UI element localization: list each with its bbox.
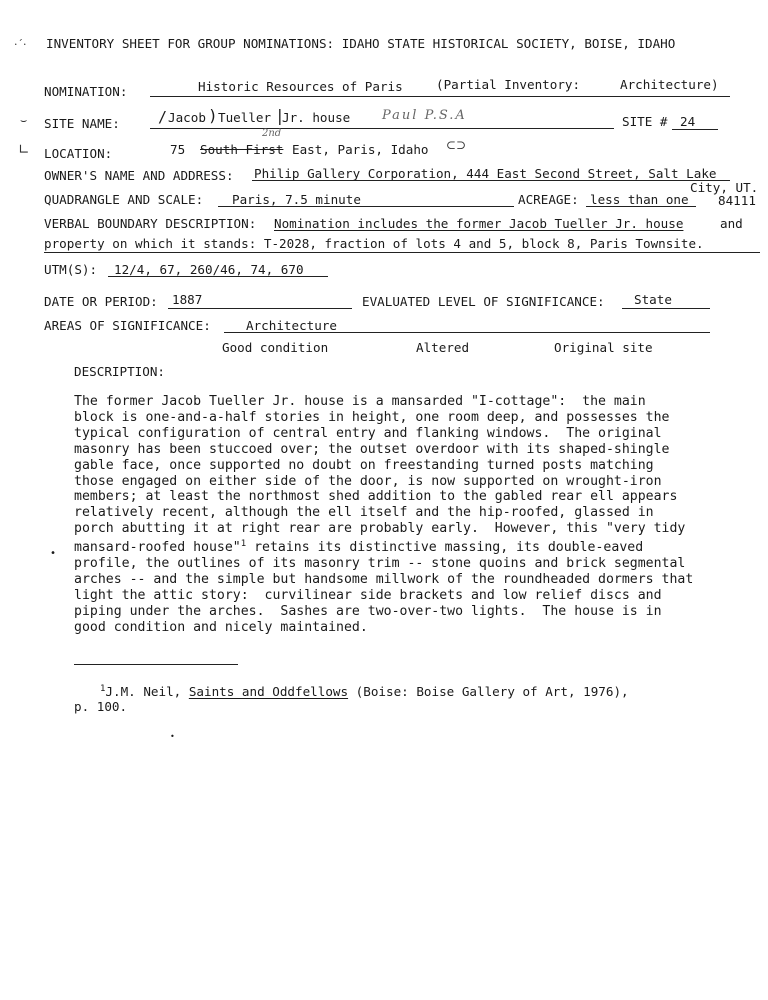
sheet-title: INVENTORY SHEET FOR GROUP NOMINATIONS: IDAHO STATE HISTORICAL SOCIETY, BOISE, IDAHO — [46, 36, 676, 51]
location-handwritten: 2nd — [262, 128, 282, 139]
handwritten-annotation: Paul P.S.A — [382, 108, 467, 123]
footnote-divider — [74, 664, 238, 665]
site-number-underline — [672, 129, 718, 130]
nomination-note-architecture: Architecture) — [620, 77, 719, 92]
bracket-mid2: | — [275, 106, 285, 125]
condition-good: Good condition — [222, 340, 329, 355]
description-label: DESCRIPTION: — [74, 364, 165, 379]
description-text-part2: retains its distinctive massing, its double-eaved profile, the outlines of its masonry trim -- stone quoins and brick segmental arches -- and the simple but handsome millwork of the roundheaded dormers that light the attic story: curvilinear side brackets and low relief discs and piping under the arches. Sashes are two-over-two lights. The house is in good condition and nicely maintained. — [74, 540, 694, 635]
bracket-open: / — [158, 108, 168, 126]
nomination-note: (Partial Inventory: — [436, 77, 581, 92]
owner-label: OWNER'S NAME AND ADDRESS: — [44, 168, 234, 183]
footnote-reference: 1 — [240, 539, 247, 550]
significance-label: EVALUATED LEVEL OF SIGNIFICANCE: — [362, 294, 605, 309]
location-value: East, Paris, Idaho — [292, 142, 429, 157]
footnote-author: J.M. Neil, — [105, 684, 182, 699]
significance-underline — [622, 308, 710, 309]
stray-dot-2: • — [170, 732, 175, 741]
utm-label: UTM(S): — [44, 262, 98, 277]
date-value: 1887 — [172, 292, 203, 307]
description-text — [74, 394, 714, 636]
quadrangle-value: Paris, 7.5 minute — [232, 192, 361, 207]
areas-value: Architecture — [246, 318, 337, 333]
owner-zip: 84111 — [718, 193, 756, 208]
nomination-underline — [150, 96, 730, 97]
date-underline — [168, 308, 352, 309]
condition-original-site: Original site — [554, 340, 653, 355]
margin-l-mark: ∟ — [18, 142, 30, 158]
areas-underline — [224, 332, 710, 333]
date-label: DATE OR PERIOD: — [44, 294, 158, 309]
location-number: 75 — [170, 142, 186, 157]
footnote-number: 1 — [100, 684, 106, 694]
margin-check: ⌣ — [20, 114, 28, 127]
nomination-value: Historic Resources of Paris — [198, 79, 403, 94]
quadrangle-underline — [218, 206, 514, 207]
margin-mark: ·´· — [14, 38, 27, 51]
nomination-label: NOMINATION: — [44, 84, 128, 99]
boundary-line-1-end: and — [720, 216, 743, 231]
owner-city: City, UT. — [690, 180, 759, 195]
utm-value: 12/4, 67, 260/46, 74, 670 — [114, 262, 304, 277]
location-struck-text: South First — [200, 142, 284, 157]
boundary-line-1: Nomination includes the former Jacob Tueller Jr. house — [274, 216, 684, 231]
footnote-publisher: (Boise: Boise Gallery of Art, 1976), — [355, 684, 629, 699]
site-name-jr-house: Jr. house — [282, 110, 351, 125]
site-name-label: SITE NAME: — [44, 116, 120, 131]
site-number-label: SITE # — [622, 114, 668, 129]
description-text-part1: The former Jacob Tueller Jr. house is a mansarded "I-cottage": the main block is one-and-a-half stories in height, one room deep, and possesses the typical configuration of central entry and flanking windows. The original masonry has been stuccoed over; the outset overdoor with its shaped-shingle gable face, once supported no doubt on freestanding turned posts matching those engaged on either side of the door, is now supported on wrought-iron members; at least the northmost shed addition to the gabled rear ell appears relatively recent, although the ell itself and the hip-roofed, glassed in porch abutting it at right rear are probably early. However, this "very tidy mansard-roofed house" — [74, 394, 686, 556]
acreage-label: ACREAGE: — [518, 192, 579, 207]
boundary-line-2: property on which it stands: T-2028, fraction of lots 4 and 5, block 8, Paris Townsite. — [44, 236, 704, 251]
footnote-page: p. 100. — [74, 699, 128, 714]
site-name-tueller: Tueller — [218, 110, 272, 125]
footnote-line-1 — [100, 684, 629, 699]
stray-dot: • — [50, 548, 57, 559]
boundary-label: VERBAL BOUNDARY DESCRIPTION: — [44, 216, 257, 231]
footnote-title: Saints and Oddfellows — [188, 684, 349, 699]
owner-underline — [252, 180, 730, 181]
site-name-jacob: Jacob — [168, 110, 206, 125]
acreage-value: less than one — [590, 192, 689, 207]
boundary-underline — [44, 252, 760, 253]
significance-value: State — [634, 292, 672, 307]
condition-altered: Altered — [416, 340, 470, 355]
owner-value: Philip Gallery Corporation, 444 East Second Street, Salt Lake — [254, 166, 717, 181]
acreage-underline — [586, 206, 696, 207]
location-mark: ⊂⊃ — [446, 138, 467, 152]
areas-label: AREAS OF SIGNIFICANCE: — [44, 318, 211, 333]
quadrangle-label: QUADRANGLE AND SCALE: — [44, 192, 204, 207]
site-number-value: 24 — [680, 114, 696, 129]
utm-underline — [108, 276, 328, 277]
bracket-mid: ) — [208, 106, 218, 125]
location-label: LOCATION: — [44, 146, 113, 161]
site-name-underline — [150, 128, 614, 129]
